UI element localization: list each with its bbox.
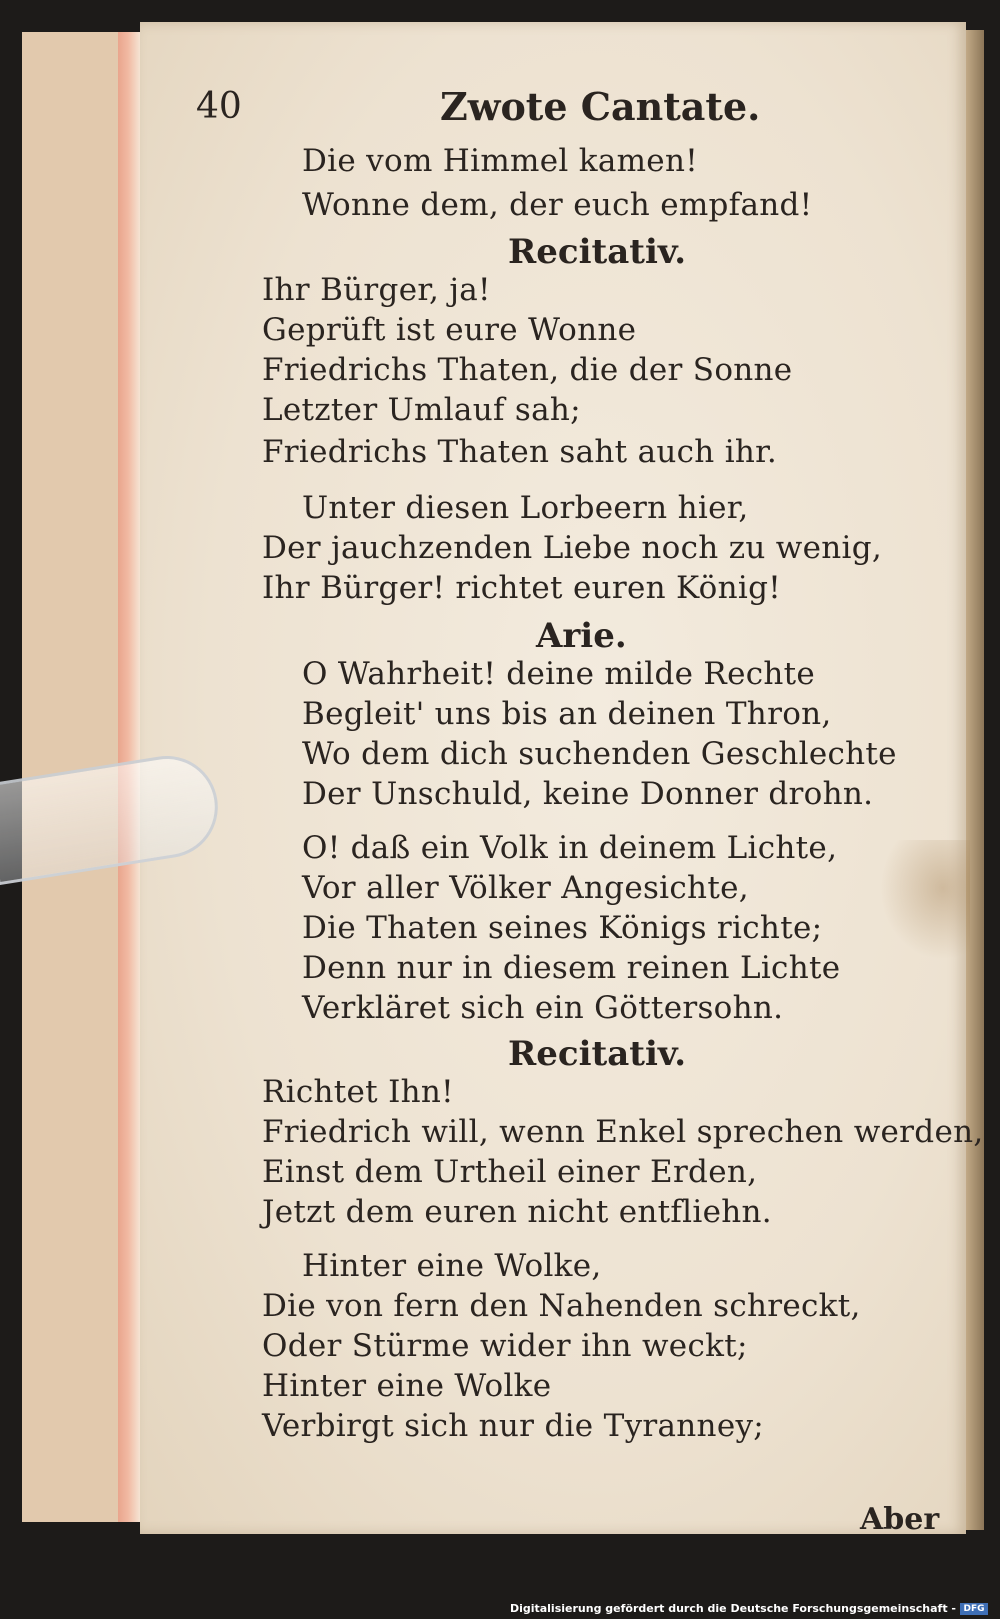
text-line: Die Thaten seines Königs richte; [302,910,823,946]
text-line: Wo dem dich suchenden Geschlechte [302,736,897,772]
text-line: O! daß ein Volk in deinem Lichte, [302,830,838,866]
text-line: Letzter Umlauf sah; [262,392,581,428]
text-line: Unter diesen Lorbeern hier, [302,490,749,526]
text-line: Ihr Bürger! richtet euren König! [262,570,782,606]
text-line: Die von fern den Nahenden schreckt, [262,1288,861,1324]
text-line: Verbirgt sich nur die Tyranney; [262,1408,765,1444]
section-heading: Recitativ. [508,1034,687,1074]
text-line: Oder Stürme wider ihn weckt; [262,1328,748,1364]
text-line: Die vom Himmel kamen! [302,143,698,179]
section-heading: Arie. [536,616,627,656]
text-line: Richtet Ihn! [262,1074,454,1110]
text-line: Friedrichs Thaten saht auch ihr. [262,434,778,470]
text-line: Vor aller Völker Angesichte, [302,870,749,906]
text-line: Hinter eine Wolke [262,1368,552,1404]
text-line: Begleit' uns bis an deinen Thron, [302,696,832,732]
text-line: Denn nur in diesem reinen Lichte [302,950,841,986]
text-line: Verkläret sich ein Göttersohn. [302,990,784,1026]
text-line: Wonne dem, der euch empfand! [302,187,813,223]
text-line: Jetzt dem euren nicht entfliehn. [262,1194,772,1230]
text-line: Friedrichs Thaten, die der Sonne [262,352,793,388]
text-line: O Wahrheit! deine milde Rechte [302,656,816,692]
running-head: Zwote Cantate. [440,84,761,129]
text-line: Hinter eine Wolke, [302,1248,602,1284]
page-number: 40 [196,86,242,127]
catchword: Aber [860,1502,940,1537]
text-line: Geprüft ist eure Wonne [262,312,637,348]
page-stain [880,840,970,960]
text-line: Einst dem Urtheil einer Erden, [262,1154,758,1190]
dfg-logo: DFG [960,1603,988,1615]
text-line: Ihr Bürger, ja! [262,272,491,308]
text-line: Der jauchzenden Liebe noch zu wenig, [262,530,883,566]
text-line: Friedrich will, wenn Enkel sprechen werden, [262,1114,984,1150]
text-line: Der Unschuld, keine Donner drohn. [302,776,874,812]
footer-credit: Digitalisierung gefördert durch die Deutsche Forschungsgemeinschaft - [509,1602,956,1615]
section-heading: Recitativ. [508,232,687,272]
